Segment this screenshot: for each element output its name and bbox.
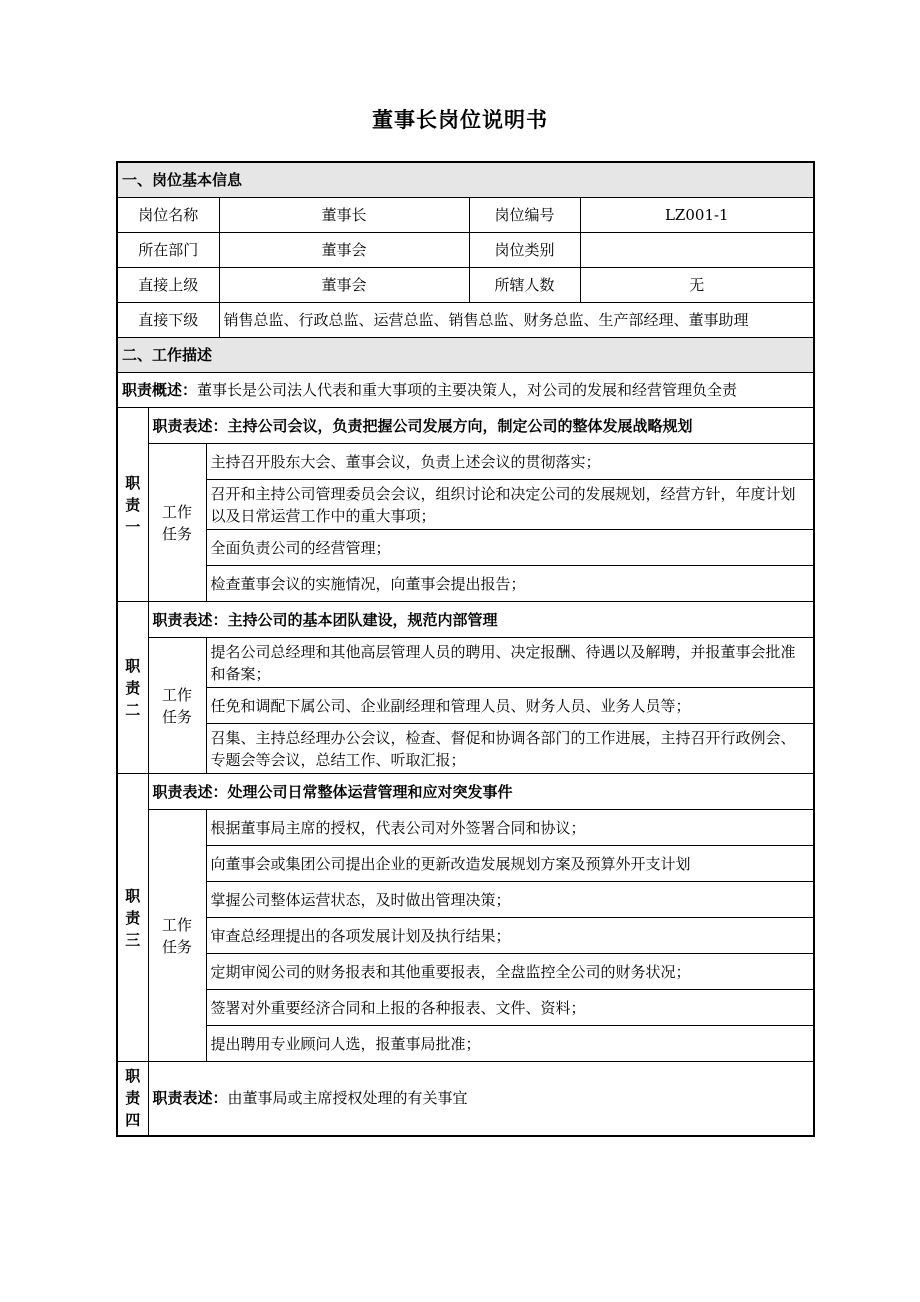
task-item: 检查董事会议的实施情况，向董事会提出报告； (206, 566, 814, 602)
overview-text: 董事长是公司法人代表和重大事项的主要决策人，对公司的发展和经营管理负全责 (197, 381, 738, 399)
duty-overview (117, 373, 814, 408)
duty-2-description: 职责表述：主持公司的基本团队建设，规范内部管理 (148, 602, 814, 638)
info-row (117, 268, 814, 303)
info-row (117, 198, 814, 233)
info-label: 岗位名称 (117, 198, 219, 233)
section-basic-info-heading: 一、岗位基本信息 (117, 162, 814, 198)
duty-2-task-label: 工作 任务 (148, 638, 206, 774)
info-value: 无 (580, 268, 814, 303)
info-value: 董事会 (219, 233, 469, 268)
task-item: 召集、主持总经理办公会议，检查、督促和协调各部门的工作进展，主持召开行政例会、专题会等会议，总结工作、听取汇报； (206, 724, 814, 774)
duty-3-name: 职 责 三 (117, 774, 148, 1062)
duty-3-task-label: 工作 任务 (148, 810, 206, 1062)
task-item: 向董事会或集团公司提出企业的更新改造发展规划方案及预算外开支计划 (206, 846, 814, 882)
duty-3-description: 职责表述：处理公司日常整体运营管理和应对突发事件 (148, 774, 814, 810)
duty-1-task-label: 工作 任务 (148, 444, 206, 602)
task-item: 主持召开股东大会、董事会议，负责上述会议的贯彻落实； (206, 444, 814, 480)
task-item: 审查总经理提出的各项发展计划及执行结果； (206, 918, 814, 954)
section-work-description-heading: 二、工作描述 (117, 338, 814, 373)
task-item: 提名公司总经理和其他高层管理人员的聘用、决定报酬、待遇以及解聘，并报董事会批准和备案； (206, 638, 814, 688)
task-item: 全面负责公司的经营管理； (206, 530, 814, 566)
page-title: 董事长岗位说明书 (372, 108, 548, 132)
task-item: 签署对外重要经济合同和上报的各种报表、文件、资料； (206, 990, 814, 1026)
duty-4-description: 职责表述：由董事局或主席授权处理的有关事宜 (148, 1062, 814, 1136)
task-item: 任免和调配下属公司、企业副经理和管理人员、财务人员、业务人员等； (206, 688, 814, 724)
info-value: 董事长 (219, 198, 469, 233)
subordinates-value: 销售总监、行政总监、运营总监、销售总监、财务总监、生产部经理、董事助理 (219, 303, 814, 338)
info-row (117, 233, 814, 268)
info-label: 岗位编号 (469, 198, 580, 233)
info-label: 所辖人数 (469, 268, 580, 303)
info-value (580, 233, 814, 268)
subordinates-label: 直接下级 (117, 303, 219, 338)
duty-1-description: 职责表述：主持公司会议，负责把握公司发展方向，制定公司的整体发展战略规划 (148, 408, 814, 444)
overview-label: 职责概述： (122, 381, 198, 399)
info-value: LZ001-1 (580, 198, 814, 233)
job-description-table (116, 161, 815, 1137)
info-label: 所在部门 (117, 233, 219, 268)
task-item: 根据董事局主席的授权，代表公司对外签署合同和协议； (206, 810, 814, 846)
duty-1-name: 职 责 一 (117, 408, 148, 602)
task-item: 召开和主持公司管理委员会会议，组织讨论和决定公司的发展规划，经营方针，年度计划以及日常运营工作中的重大事项； (206, 480, 814, 530)
info-value: 董事会 (219, 268, 469, 303)
task-item: 定期审阅公司的财务报表和其他重要报表，全盘监控全公司的财务状况； (206, 954, 814, 990)
duty-2-name: 职 责 二 (117, 602, 148, 774)
duty-4-name: 职 责 四 (117, 1062, 148, 1136)
info-row (117, 303, 814, 338)
task-item: 提出聘用专业顾问人选，报董事局批准； (206, 1026, 814, 1062)
task-item: 掌握公司整体运营状态，及时做出管理决策； (206, 882, 814, 918)
info-label: 直接上级 (117, 268, 219, 303)
info-label: 岗位类别 (469, 233, 580, 268)
